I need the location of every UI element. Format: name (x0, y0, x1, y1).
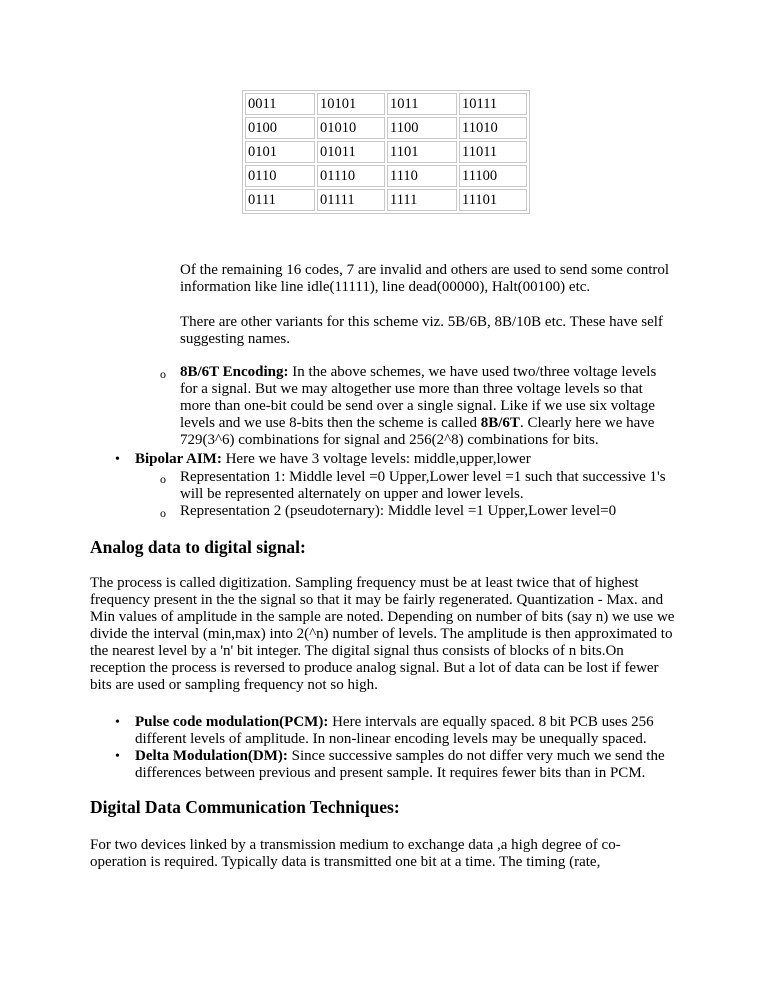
bullet-marker: • (115, 452, 120, 467)
text-line: reception the process is reversed to produce analog signal. But a lot of data can be lost if fewer (90, 660, 659, 676)
text-line (180, 415, 680, 432)
text-line: the nearest level by a 'n' bit integer. The digital signal thus consists of blocks of n bits.On (90, 643, 624, 659)
text-line: different levels of amplitude. In non-linear encoding levels may be unequally spaced. (135, 731, 647, 747)
table-cell: 0100 (245, 117, 315, 139)
text-line: differences between previous and present sample. It requires fewer bits than in PCM. (135, 765, 646, 781)
table-row (245, 189, 527, 211)
table-cell: 1111 (387, 189, 457, 211)
list-item-bipolar (135, 451, 675, 468)
label-dm: Delta Modulation(DM): (135, 748, 288, 764)
table-cell: 11100 (459, 165, 527, 187)
bullet-marker: • (115, 715, 120, 730)
list-item-pcm (135, 714, 695, 748)
table-cell: 0101 (245, 141, 315, 163)
paragraph-devices (90, 837, 690, 871)
table-row (245, 141, 527, 163)
text-line: Of the remaining 16 codes, 7 are invalid and others are used to send some control (180, 262, 670, 278)
table-cell: 01011 (317, 141, 385, 163)
text-fragment: Here we have 3 voltage levels: middle,upper,lower (221, 451, 531, 467)
table-cell: 1101 (387, 141, 457, 163)
label-8b6t: 8B/6T Encoding: (180, 364, 289, 380)
table-cell: 01010 (317, 117, 385, 139)
table-cell: 11010 (459, 117, 527, 139)
text-fragment: . Clearly here we have (519, 415, 655, 431)
sub-bullet-marker: o (160, 367, 166, 381)
text-line: The process is called digitization. Sampling frequency must be at least twice that of highest (90, 575, 639, 591)
table-row (245, 117, 527, 139)
text-line: 729(3^6) combinations for signal and 256(2^8) combinations for bits. (180, 432, 599, 448)
list-item-representation-1 (180, 469, 680, 503)
table-cell: 10101 (317, 93, 385, 115)
text-fragment: In the above schemes, we have used two/three voltage levels (288, 364, 657, 380)
text-line (135, 748, 695, 765)
text-line: for a signal. But we may altogether use more than three voltage levels so that (180, 381, 643, 397)
text-line (135, 714, 695, 731)
text-fragment: Since successive samples do not differ very much we send the (287, 748, 665, 764)
list-item-8b6t (180, 364, 680, 449)
text-line (180, 364, 680, 381)
table-cell: 01110 (317, 165, 385, 187)
table-cell: 11101 (459, 189, 527, 211)
text-line: There are other variants for this scheme viz. 5B/6B, 8B/10B etc. These have self (180, 314, 663, 330)
text-line: information like line idle(11111), line dead(00000), Halt(00100) etc. (180, 279, 591, 295)
text-line: suggesting names. (180, 331, 290, 347)
table-cell: 1011 (387, 93, 457, 115)
table-cell: 11011 (459, 141, 527, 163)
table-cell: 0111 (245, 189, 315, 211)
text-fragment: levels and we use 8-bits then the scheme is called (180, 415, 481, 431)
text-line: more than one-bit could be send over a single signal. Like if we use six voltage (180, 398, 655, 414)
text-line: will be represented alternately on upper and lower levels. (180, 486, 524, 502)
table-cell: 1110 (387, 165, 457, 187)
text-line: Representation 1: Middle level =0 Upper,Lower level =1 such that successive 1's (180, 469, 666, 485)
sub-bullet-marker: o (160, 506, 166, 520)
section-heading-analog: Analog data to digital signal: (90, 537, 306, 557)
scheme-name: 8B/6T (480, 415, 520, 431)
text-line: bits are used or sampling frequency not so high. (90, 677, 378, 693)
bullet-marker: • (115, 749, 120, 764)
sub-bullet-marker: o (160, 472, 166, 486)
paragraph-variants (180, 314, 680, 348)
label-bipolar: Bipolar AIM: (135, 451, 222, 467)
code-table (242, 90, 530, 214)
table-cell: 0110 (245, 165, 315, 187)
table-row (245, 93, 527, 115)
text-line: frequency present in the the signal so that it may be fairly regenerated. Quantization - Max. and (90, 592, 664, 608)
table-cell: 0011 (245, 93, 315, 115)
table-row (245, 165, 527, 187)
list-item-dm (135, 748, 695, 782)
paragraph-remaining-codes (180, 262, 680, 296)
section-heading-digital: Digital Data Communication Techniques: (90, 797, 400, 817)
text-line: Representation 2 (pseudoternary): Middle level =1 Upper,Lower level=0 (180, 503, 617, 519)
text-line: operation is required. Typically data is transmitted one bit at a time. The timing (rate, (90, 854, 601, 870)
list-item-representation-2 (180, 503, 680, 520)
text-line: Min values of amplitude in the sample are noted. Depending on number of bits (say n) we use we (90, 609, 675, 625)
label-pcm: Pulse code modulation(PCM): (135, 714, 329, 730)
table-cell: 10111 (459, 93, 527, 115)
table-cell: 1100 (387, 117, 457, 139)
text-line: For two devices linked by a transmission medium to exchange data ,a high degree of co- (90, 837, 621, 853)
paragraph-digitization (90, 575, 690, 694)
text-fragment: Here intervals are equally spaced. 8 bit PCB uses 256 (328, 714, 654, 730)
table-cell: 01111 (317, 189, 385, 211)
text-line: divide the interval (min,max) into 2(^n) number of levels. The amplitude is then approximated to (90, 626, 673, 642)
